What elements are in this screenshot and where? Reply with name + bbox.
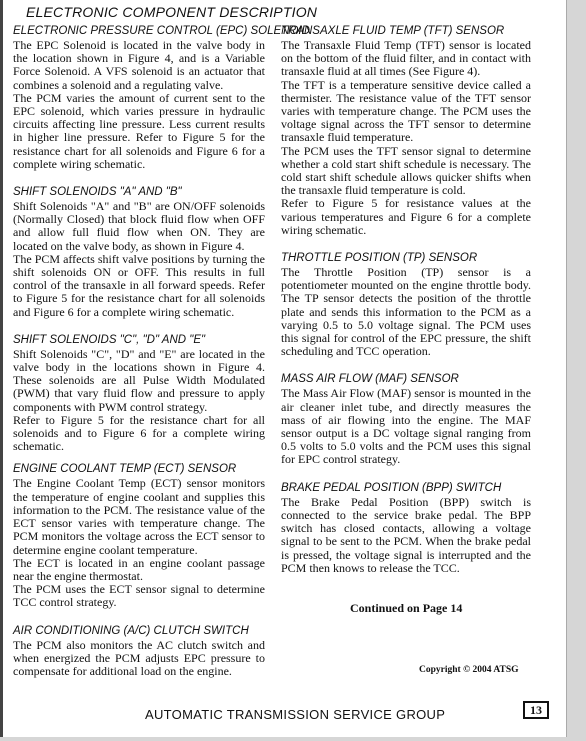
section-heading: MASS AIR FLOW (MAF) SENSOR: [281, 373, 459, 386]
section-paragraph: The Mass Air Flow (MAF) sensor is mounted in the air cleaner inlet tube, and directly measures the mass of air flowing into the engine. The MAF sensor output is a DC voltage signal ranging from 0.5 volts to 5.0 volts and the PCM uses this signal for EPC control strategy.: [281, 386, 531, 467]
section-paragraph: The ECT is located in an engine coolant passage near the engine thermostat.: [13, 555, 265, 583]
copyright-notice: Copyright © 2004 ATSG: [419, 665, 519, 675]
left-column: [13, 24, 310, 678]
section-paragraph: The Brake Pedal Position (BPP) switch is connected to the service brake pedal. The BPP switch has closed contacts, allowing a voltage signal to be sent to the PCM. When the brake pedal is pressed, the voltage signal is interrupted and the PCM then knows to release the TCC.: [281, 494, 531, 575]
section-paragraph: Shift Solenoids "A" and "B" are ON/OFF solenoids (Normally Closed) that block fluid flow when OFF and allow full fluid flow when ON. They are located on the valve body, as shown in Figure 4.: [13, 199, 265, 253]
section-shift-solenoids-cde: [13, 333, 265, 454]
section-heading: THROTTLE POSITION (TP) SENSOR: [281, 252, 478, 265]
section-heading: AIR CONDITIONING (A/C) CLUTCH SWITCH: [13, 624, 249, 637]
section-paragraph: The Throttle Position (TP) sensor is a potentiometer mounted on the engine throttle body. The TP sensor detects the position of the throttle plate and sends this information to the PCM as a varying 0.5 to 5.0 voltage signal. The PCM uses this signal for control of the EPC pressure, the shift scheduling and TCC operation.: [281, 265, 531, 359]
section-heading: ELECTRONIC PRESSURE CONTROL (EPC) SOLENOID: [13, 25, 310, 37]
section-tp-sensor: [281, 251, 531, 358]
section-paragraph: The PCM affects shift valve positions by turning the shift solenoids ON or OFF. This results in full control of the transaxle in all forward speeds. Refer to Figure 5 for the resistance chart for all solenoids and Figure 6 for a complete wiring schematic.: [13, 251, 265, 319]
page-edge-right: [566, 0, 586, 741]
section-paragraph: The Transaxle Fluid Temp (TFT) sensor is located on the bottom of the fluid filter, and in contact with transaxle fluid at all times (See Figure 4).: [281, 38, 531, 79]
section-paragraph: The PCM varies the amount of current sent to the EPC solenoid, which varies pressure in hydraulic circuits affecting line pressure. Less current results in higher line pressure. Refer to Figure 5 for the resistance chart for all solenoids and Figure 6 for a complete wiring schematic.: [13, 90, 265, 171]
section-paragraph: Shift Solenoids "C", "D" and "E" are located in the valve body in the locations shown in Figure 4. These solenoids are all Pulse Width Modulated (PWM) that vary fluid flow and pressure to apply components with PWM control strategy.: [13, 346, 265, 414]
section-heading: SHIFT SOLENOIDS "C", "D" AND "E": [13, 333, 206, 346]
section-heading: TRANSAXLE FLUID TEMP (TFT) SENSOR: [281, 25, 505, 37]
section-heading: ENGINE COOLANT TEMP (ECT) SENSOR: [13, 463, 237, 476]
section-tft-sensor: [281, 24, 531, 237]
section-maf-sensor: [281, 372, 531, 466]
page-number: 13: [523, 701, 549, 719]
section-shift-solenoids-ab: [13, 185, 265, 319]
section-paragraph: Refer to Figure 5 for the resistance chart for all solenoids and to Figure 6 for a complete wiring schematic.: [13, 412, 265, 454]
section-paragraph: The TFT is a temperature sensitive device called a thermister. The resistance value of the TFT sensor varies with temperature change. The PCM uses the voltage signal across the TFT sensor to determine transaxle fluid temperature.: [281, 77, 531, 145]
section-heading: BRAKE PEDAL POSITION (BPP) SWITCH: [281, 481, 502, 494]
section-bpp-switch: [281, 481, 531, 575]
footer-publisher: AUTOMATIC TRANSMISSION SERVICE GROUP: [145, 707, 446, 722]
section-paragraph: The Engine Coolant Temp (ECT) sensor monitors the temperature of engine coolant and supplies this information to the PCM. The resistance value of the ECT sensor varies with temperature change. The PCM monitors the voltage across the ECT sensor to determine engine coolant temperature.: [13, 476, 265, 557]
section-epc-solenoid: [13, 24, 310, 171]
section-ac-clutch-switch: [13, 624, 265, 679]
page-title: ELECTRONIC COMPONENT DESCRIPTION: [26, 4, 318, 20]
section-paragraph: The PCM uses the TFT sensor signal to determine whether a cold start shift schedule is necessary. The cold start shift schedule allows quicker shifts when the transaxle fluid temperature is cold.: [281, 143, 531, 198]
section-paragraph: The EPC Solenoid is located in the valve body in the location shown in Figure 4, and is a Variable Force Solenoid. A VFS solenoid is an actuator that combines a solenoid and a regulating valve.: [13, 38, 265, 92]
page-edge-bottom: [0, 737, 586, 741]
section-paragraph: The PCM uses the ECT sensor signal to determine TCC control strategy.: [13, 582, 265, 610]
section-paragraph: The PCM also monitors the AC clutch switch and when energized the PCM adjusts EPC pressure to compensate for additional load on the engine.: [13, 637, 265, 678]
continued-note: Continued on Page 14: [350, 601, 463, 615]
section-heading: SHIFT SOLENOIDS "A" AND "B": [13, 186, 182, 199]
page-edge-left: [0, 0, 3, 741]
right-column: [281, 24, 531, 575]
section-paragraph: Refer to Figure 5 for resistance values at the various temperatures and Figure 6 for a complete wiring schematic.: [281, 196, 531, 237]
section-ect-sensor: [13, 462, 265, 609]
